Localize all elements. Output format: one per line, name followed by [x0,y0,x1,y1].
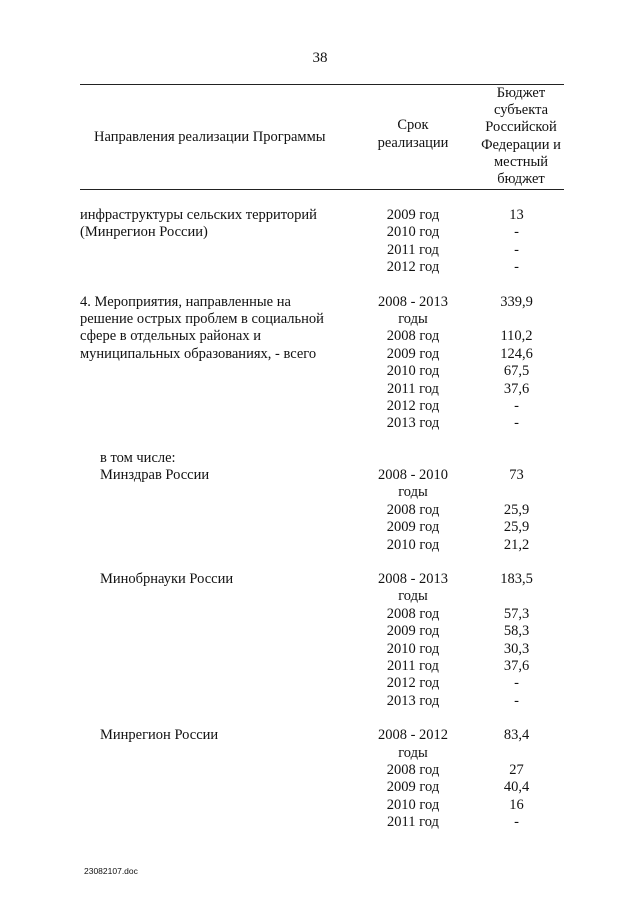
row-direction: инфраструктуры сельских территорий [80,207,317,223]
row-budget-value [469,450,564,467]
row-direction [80,779,357,796]
row-term: 2008 - 2010 [377,467,449,484]
row-direction [80,623,357,640]
table-row [80,398,564,415]
row-direction [80,641,357,658]
row-direction: муниципальных образованиях, - всего [80,345,317,362]
table-row [80,381,564,398]
row-budget-value: - [514,814,519,831]
page-number: 38 [312,50,328,66]
row-budget-value: - [514,675,519,692]
table-row [80,641,564,658]
row-term: 2008 - 2013 [377,571,449,588]
header-budget [473,85,569,188]
row-term: 2011 год [387,657,439,674]
row-budget-value: 25,9 [503,501,530,518]
row-term: 2010 год [386,640,440,657]
row-term: 2012 год [386,675,440,692]
row-budget-value: - [514,692,519,709]
table-row [80,224,564,241]
row-direction [80,745,357,762]
row-term: 2011 год [387,241,439,258]
table-row [80,363,564,380]
row-direction [80,415,357,432]
row-direction [80,588,357,605]
row-budget-value: 13 [509,207,524,223]
row-term: 2008 год [386,605,440,622]
row-term: 2008 год [386,761,440,778]
table-row [80,658,564,675]
row-term: 2012 год [386,397,440,414]
table-row [80,606,564,623]
row-budget-value: - [514,241,519,258]
row-term: 2009 год [386,779,440,796]
table-block [80,207,564,277]
table-header-rule [80,189,564,190]
table-row [80,328,564,345]
row-term: годы [398,310,428,327]
table-row [80,467,564,484]
row-direction [80,502,357,519]
row-direction [80,259,357,276]
table-block [80,294,564,433]
header-budget-line: Российской [485,119,557,136]
table-row [80,207,564,224]
row-term: 2013 год [386,415,440,432]
header-budget-line: местный [493,153,548,170]
row-direction [80,606,357,623]
row-budget-value: - [514,397,519,414]
row-budget-value: 110,2 [500,328,533,345]
table-row [80,519,564,536]
row-direction [80,398,357,415]
row-direction [80,537,357,554]
row-budget-value [469,484,564,501]
row-term: 2010 год [386,224,440,241]
row-budget-value: - [514,224,519,241]
row-direction [80,484,357,501]
row-direction [80,381,357,398]
header-directions: Направления реализации Программы [94,129,326,145]
table-row [80,588,564,605]
row-budget-value: 57,3 [503,605,530,622]
row-budget-value [469,588,564,605]
row-term: 2009 год [386,519,440,536]
row-term: 2009 год [386,207,440,223]
row-budget-value: 124,6 [500,345,533,362]
header-budget-line: бюджет [497,171,545,188]
table-row [80,693,564,710]
header-budget-line: Федерации и [481,136,561,153]
table-row [80,346,564,363]
row-term: 2011 год [387,380,439,397]
table-row [80,450,564,467]
table-row [80,727,564,744]
table-row [80,571,564,588]
row-direction [80,797,357,814]
row-direction: 4. Мероприятия, направленные на [80,293,291,310]
table-row [80,294,564,311]
row-direction: Минобрнауки России [100,571,234,588]
table-row [80,242,564,259]
table-row [80,502,564,519]
table-header [80,84,564,189]
table-row [80,797,564,814]
row-direction: в том числе: [100,449,176,466]
header-budget-line: субъекта [493,102,549,119]
row-direction: Минздрав России [100,467,210,484]
row-budget-value: 25,9 [503,519,530,536]
row-budget-value: 67,5 [503,363,530,380]
header-term-line: Срок [397,117,429,133]
table-body [80,207,564,849]
table-row [80,762,564,779]
row-budget-value: - [514,259,519,276]
row-budget-value: 37,6 [503,380,530,397]
row-direction [80,363,357,380]
row-term: 2008 год [386,501,440,518]
table-row [80,259,564,276]
row-direction: решение острых проблем в социальной [80,310,324,327]
row-direction [80,519,357,536]
row-term: 2009 год [386,623,440,640]
row-budget-value: 37,6 [503,657,530,674]
row-direction: Минрегион России [100,727,219,744]
header-term [357,116,469,152]
row-term: 2008 - 2012 [377,727,449,744]
table-row [80,779,564,796]
table-row [80,537,564,554]
row-direction [80,693,357,710]
row-budget-value: 83,4 [503,727,530,744]
table-row [80,675,564,692]
row-direction [80,675,357,692]
row-term [357,450,469,467]
header-term-line: реализации [377,135,449,151]
row-term: 2011 год [387,814,439,831]
row-budget-value: 40,4 [503,779,530,796]
table-row [80,415,564,432]
row-term: 2012 год [386,259,440,276]
row-direction [80,242,357,259]
row-budget-value: 30,3 [503,640,530,657]
row-term: годы [398,484,428,501]
row-term: годы [398,588,428,605]
row-term: 2010 год [386,796,440,813]
row-budget-value: 27 [509,761,524,778]
row-budget-value: 21,2 [503,536,530,553]
row-direction [80,814,357,831]
row-budget-value: 183,5 [500,571,533,588]
row-budget-value: 339,9 [500,293,533,310]
row-direction: (Минрегион России) [80,224,208,241]
table-row [80,814,564,831]
row-term: 2008 год [386,328,440,345]
row-budget-value [469,311,564,328]
row-budget-value: 58,3 [503,623,530,640]
row-term: 2010 год [386,363,440,380]
table-block [80,450,564,554]
row-direction [80,658,357,675]
document-filename: 23082107.doc [84,866,138,876]
table-row [80,311,564,328]
table-row [80,484,564,501]
row-term: 2009 год [386,345,440,362]
row-term: 2013 год [386,692,440,709]
row-budget-value [469,745,564,762]
row-budget-value: - [514,415,519,432]
table-block [80,571,564,710]
row-term: годы [398,744,428,761]
row-direction [80,762,357,779]
table-block [80,727,564,831]
table-row [80,623,564,640]
row-direction: сфере в отдельных районах и [80,328,261,345]
row-term: 2010 год [386,536,440,553]
header-budget-line: Бюджет [496,85,546,101]
row-budget-value: 16 [509,796,524,813]
table-row [80,745,564,762]
row-term: 2008 - 2013 [377,293,449,310]
row-budget-value: 73 [509,467,524,484]
